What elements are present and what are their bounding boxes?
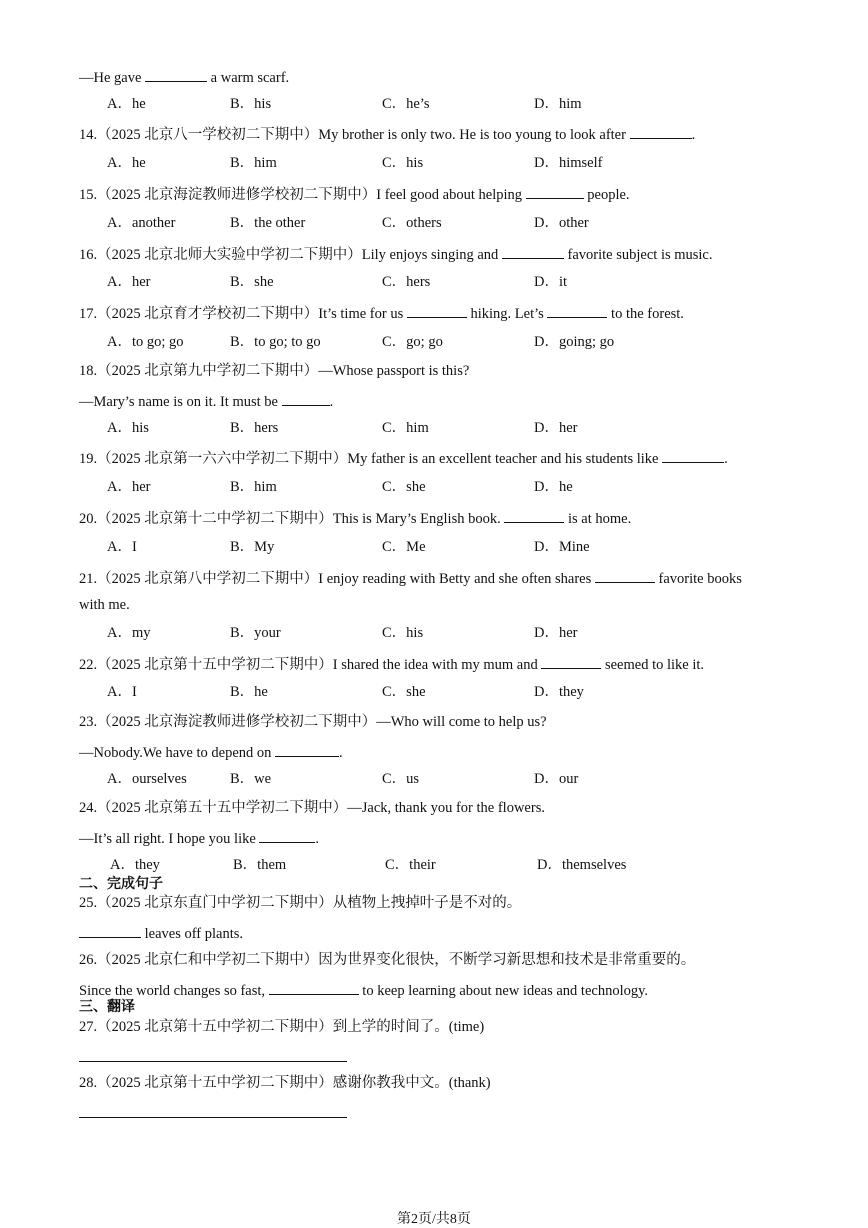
- question-line: [79, 980, 648, 1000]
- answer-line[interactable]: [79, 1117, 347, 1118]
- answer-blank[interactable]: [662, 448, 724, 463]
- question-text: .: [691, 127, 696, 143]
- answer-blank[interactable]: [502, 244, 564, 259]
- answer-option[interactable]: C．Me: [382, 539, 426, 555]
- question-text: 21.（2025 北京第八中学初二下期中）I enjoy reading with Betty and she often shares: [79, 571, 595, 587]
- answer-option[interactable]: D．himself: [534, 155, 603, 171]
- question-text: seemed to like it.: [601, 657, 705, 673]
- question-line: [79, 124, 695, 144]
- answer-option[interactable]: A．he: [107, 96, 146, 112]
- answer-option[interactable]: B．we: [230, 771, 272, 787]
- question-line: [79, 568, 742, 588]
- answer-option[interactable]: A．his: [107, 420, 149, 436]
- question-line: [79, 799, 545, 817]
- answer-option[interactable]: A．her: [107, 274, 151, 290]
- question-text: 19.（2025 北京第一六六中学初二下期中）My father is an excellent teacher and his students like: [79, 451, 663, 467]
- answer-option[interactable]: B．she: [230, 274, 274, 290]
- answer-option[interactable]: C．him: [382, 420, 429, 436]
- answer-option[interactable]: D．it: [534, 274, 568, 290]
- answer-option[interactable]: D．he: [534, 479, 573, 495]
- answer-blank[interactable]: [79, 923, 141, 938]
- question-line: [79, 448, 728, 468]
- question-line: [79, 828, 319, 848]
- answer-option[interactable]: D．our: [534, 771, 579, 787]
- question-text: 27.（2025 北京第十五中学初二下期中）到上学的时间了。(time): [79, 1019, 485, 1035]
- question-text: Since the world changes so fast,: [79, 983, 269, 999]
- answer-blank[interactable]: [595, 568, 655, 583]
- question-text: 22.（2025 北京第十五中学初二下期中）I shared the idea with my mum and: [79, 657, 542, 673]
- question-text: favorite subject is music.: [563, 247, 713, 263]
- answer-option[interactable]: C．go; go: [382, 334, 443, 350]
- answer-option[interactable]: C．she: [382, 479, 426, 495]
- answer-option[interactable]: A．I: [107, 539, 137, 555]
- answer-option[interactable]: D．him: [534, 96, 582, 112]
- question-text: 28.（2025 北京第十五中学初二下期中）感谢你教我中文。(thank): [79, 1075, 491, 1091]
- answer-option[interactable]: B．him: [230, 155, 277, 171]
- section-heading: 三、翻译: [79, 999, 135, 1015]
- question-line: [79, 244, 713, 264]
- answer-line[interactable]: [79, 1061, 347, 1062]
- answer-option[interactable]: A．they: [110, 857, 160, 873]
- answer-blank[interactable]: [275, 742, 339, 757]
- question-text: favorite books: [654, 571, 742, 587]
- answer-option[interactable]: C．hers: [382, 274, 431, 290]
- question-text: to the forest.: [607, 306, 684, 322]
- question-text: a warm scarf.: [207, 70, 290, 86]
- question-line: [79, 1018, 484, 1036]
- question-text: —Nobody.We have to depend on: [79, 745, 276, 761]
- answer-option[interactable]: B．him: [230, 479, 277, 495]
- answer-option[interactable]: C．his: [382, 625, 424, 641]
- question-text: with me.: [79, 597, 130, 613]
- answer-option[interactable]: D．Mine: [534, 539, 590, 555]
- answer-option[interactable]: B．the other: [230, 215, 306, 231]
- question-text: .: [724, 451, 728, 467]
- answer-option[interactable]: B．he: [230, 684, 268, 700]
- question-line: [79, 654, 704, 674]
- question-line: [79, 184, 630, 204]
- question-text: 20.（2025 北京第十二中学初二下期中）This is Mary’s English book.: [79, 511, 505, 527]
- answer-blank[interactable]: [541, 654, 601, 669]
- answer-blank[interactable]: [269, 980, 359, 995]
- answer-option[interactable]: C．us: [382, 771, 420, 787]
- question-text: 26.（2025 北京仁和中学初二下期中）因为世界变化很快，不断学习新思想和技术是非常重要的。: [79, 952, 696, 968]
- question-text: 17.（2025 北京育才学校初二下期中）It’s time for us: [79, 306, 407, 322]
- answer-option[interactable]: A．to go; go: [107, 334, 184, 350]
- question-text: 16.（2025 北京北师大实验中学初二下期中）Lily enjoys singing and: [79, 247, 502, 263]
- answer-option[interactable]: B．his: [230, 96, 272, 112]
- question-text: 24.（2025 北京第五十五中学初二下期中）—Jack, thank you for the flowers.: [79, 800, 545, 816]
- section-heading: 二、完成句子: [79, 876, 163, 892]
- answer-option[interactable]: C．his: [382, 155, 424, 171]
- question-text: .: [339, 745, 343, 761]
- answer-option[interactable]: B．your: [230, 625, 281, 641]
- answer-blank[interactable]: [407, 303, 467, 318]
- answer-blank[interactable]: [630, 124, 692, 139]
- question-text: .: [315, 831, 320, 847]
- question-text: 15.（2025 北京海淀教师进修学校初二下期中）I feel good about helping: [79, 187, 526, 203]
- answer-option[interactable]: D．they: [534, 684, 584, 700]
- answer-option[interactable]: C．their: [385, 857, 436, 873]
- answer-blank[interactable]: [282, 391, 330, 406]
- question-line: [79, 923, 243, 943]
- answer-option[interactable]: D．other: [534, 215, 589, 231]
- question-line: [79, 742, 343, 762]
- answer-option[interactable]: A．another: [107, 215, 176, 231]
- answer-blank[interactable]: [526, 184, 584, 199]
- answer-option[interactable]: A．her: [107, 479, 151, 495]
- question-text: people.: [583, 187, 630, 203]
- answer-option[interactable]: D．going; go: [534, 334, 615, 350]
- question-line: [79, 362, 469, 380]
- question-line: [79, 713, 547, 731]
- answer-option[interactable]: B．to go; to go: [230, 334, 321, 350]
- answer-option[interactable]: D．her: [534, 625, 578, 641]
- question-text: 23.（2025 北京海淀教师进修学校初二下期中）—Who will come to help us?: [79, 714, 547, 730]
- question-text: 25.（2025 北京东直门中学初二下期中）从植物上拽掉叶子是不对的。: [79, 895, 522, 911]
- question-line: [79, 894, 521, 912]
- question-line: [79, 596, 130, 614]
- answer-option[interactable]: B．hers: [230, 420, 279, 436]
- question-line: [79, 508, 631, 528]
- question-text: —Mary’s name is on it. It must be: [79, 394, 282, 410]
- question-line: [79, 951, 695, 969]
- question-line: [79, 1074, 491, 1092]
- page-footer: 第2页/共8页: [397, 1212, 471, 1227]
- answer-option[interactable]: D．themselves: [537, 857, 627, 873]
- answer-option[interactable]: C．she: [382, 684, 426, 700]
- answer-option[interactable]: A．he: [107, 155, 146, 171]
- question-line: [79, 303, 684, 323]
- answer-blank[interactable]: [259, 828, 315, 843]
- question-text: —He gave: [79, 70, 146, 86]
- answer-option[interactable]: B．them: [233, 857, 287, 873]
- question-text: hiking. Let’s: [466, 306, 548, 322]
- question-line: [79, 67, 289, 87]
- answer-option[interactable]: A．I: [107, 684, 137, 700]
- answer-option[interactable]: B．My: [230, 539, 275, 555]
- answer-option[interactable]: A．ourselves: [107, 771, 187, 787]
- question-text: to keep learning about new ideas and technology.: [358, 983, 649, 999]
- answer-option[interactable]: D．her: [534, 420, 578, 436]
- answer-option[interactable]: C．he’s: [382, 96, 430, 112]
- answer-option[interactable]: C．others: [382, 215, 442, 231]
- answer-blank[interactable]: [547, 303, 607, 318]
- question-text: is at home.: [564, 511, 632, 527]
- question-text: —It’s all right. I hope you like: [79, 831, 260, 847]
- question-text: 18.（2025 北京第九中学初二下期中）—Whose passport is this?: [79, 363, 470, 379]
- answer-option[interactable]: A．my: [107, 625, 151, 641]
- question-text: .: [329, 394, 334, 410]
- answer-blank[interactable]: [504, 508, 564, 523]
- question-text: leaves off plants.: [141, 926, 244, 942]
- question-text: 14.（2025 北京八一学校初二下期中）My brother is only two. He is too young to look after: [79, 127, 630, 143]
- question-line: [79, 391, 333, 411]
- answer-blank[interactable]: [145, 67, 207, 82]
